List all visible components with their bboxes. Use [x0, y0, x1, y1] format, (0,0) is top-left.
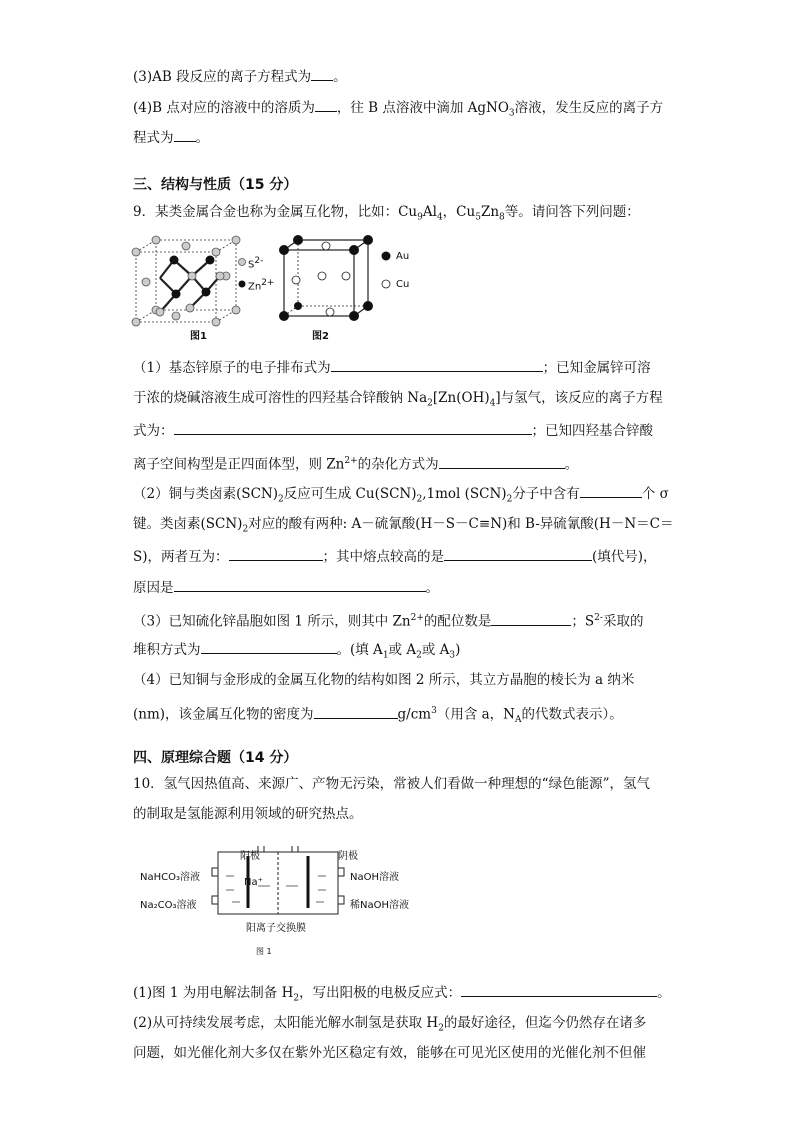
- legend-cu-label: Cu: [396, 279, 410, 290]
- answer-blank[interactable]: [174, 127, 196, 142]
- q9-line6: 键。类卤素$(SCN)_2$对应的酸有两种: A－硫氰酸(H－S－C≡N)和 B-异硫氰酸(H－N＝C＝: [133, 516, 674, 535]
- q9-line12: (nm)，该金属互化物的密度为 $g/cm^3$（用含 a，$N_A$的代数式表示）。: [133, 701, 623, 730]
- q9-line9: （3）已知硫化锌晶胞如图 1 所示，则其中 $Zn^{2+}$的配位数是 ；$S^{2-}$采取的: [133, 608, 643, 632]
- q9-line2: 于浓的烧碱溶液生成可溶性的四羟基合锌酸钠 $Na_2[Zn(OH)_4]$与氢气，该反应的离子方程: [133, 390, 663, 409]
- q9-line4: 离子空间构型是正四面体型，则 $Zn^{2+}$的杂化方式为 。: [133, 451, 578, 475]
- cuau-unit-cell-figure: [276, 234, 376, 324]
- q9-line1: （1）基态锌原子的电子排布式为 ；已知金属锌可溶: [133, 357, 651, 378]
- nahco3-label: NaHCO₃溶液: [140, 872, 200, 883]
- q9-line10: 堆积方式为 。(填 $A_1$或 $A_2$或 $A_3$): [133, 639, 460, 666]
- q9-line5: （2）铜与类卤素$(SCN)_2$反应可生成 $Cu(SCN)_2,1mol$ $(SCN)_2$分子中含有 个 σ: [133, 483, 669, 510]
- q8-part4-cont: 程式为 。: [133, 127, 209, 148]
- answer-blank[interactable]: [444, 546, 592, 561]
- q10-line2: 的制取是氢能源利用领域的研究热点。: [133, 806, 363, 822]
- q10-line1: 10．氢气因热值高、来源广、产物无污染，常被人们看做一种理想的“绿色能源”，氢气: [133, 776, 650, 792]
- answer-blank[interactable]: [174, 420, 532, 435]
- anode-label: 阳极: [240, 851, 260, 862]
- figure-caption: 图 1: [256, 947, 272, 956]
- legend-au-label: Au: [396, 251, 410, 262]
- answer-blank[interactable]: [201, 639, 337, 654]
- answer-blank[interactable]: [314, 704, 398, 719]
- answer-blank[interactable]: [229, 546, 323, 561]
- section-title: 三、结构与性质（15 分）: [133, 177, 298, 193]
- figure-2-caption: 图2: [312, 331, 329, 342]
- answer-blank[interactable]: [174, 577, 426, 592]
- legend-zn2-label: $Zn^{2+}$: [248, 278, 275, 293]
- answer-blank[interactable]: [311, 66, 333, 81]
- section-title: 四、原理综合题（14 分）: [133, 750, 298, 766]
- dilute-naoh-label: 稀NaOH溶液: [350, 900, 409, 911]
- na-ion-label: Na⁺: [244, 877, 263, 888]
- legend-s2-label: $S^{2-}$: [248, 256, 264, 271]
- na2co3-label: Na₂CO₃溶液: [140, 900, 197, 911]
- cathode-label: 阴极: [338, 851, 358, 862]
- answer-blank[interactable]: [461, 982, 657, 997]
- q9-intro: 9．某类金属合金也称为金属互化物，比如：$Cu_9Al_4$，$Cu_5Zn_8$等。请问答下列问题：: [133, 204, 640, 223]
- q10-line4: (2)从可持续发展考虑，太阳能光解水制氢是获取 $H_2$的最好途径，但迄今仍然存在诸多: [133, 1015, 647, 1034]
- q9-line7: S)，两者互为： ；其中熔点较高的是 (填代号)，: [133, 546, 657, 567]
- q10-line5: 问题，如光催化剂大多仅在紫外光区稳定有效，能够在可见光区使用的光催化剂不但催: [133, 1045, 646, 1061]
- answer-blank[interactable]: [331, 357, 543, 372]
- q10-line3: (1)图 1 为用电解法制备 $H_2$，写出阳极的电极反应式： 。: [133, 982, 671, 1009]
- q9-line8: 原因是 。: [133, 577, 439, 598]
- naoh-label: NaOH溶液: [350, 872, 399, 883]
- legend-markers: [380, 250, 392, 290]
- figure-1-caption: 图1: [190, 331, 207, 342]
- answer-blank[interactable]: [580, 483, 642, 498]
- answer-blank[interactable]: [491, 611, 571, 626]
- q8-part4: (4)B 点对应的溶液中的溶质为 ，往 B 点溶液中滴加 AgNO$_3$溶液，发生反应的离子方: [133, 97, 663, 124]
- q9-line3: 式为： ；已知四羟基合锌酸: [133, 420, 653, 441]
- answer-blank[interactable]: [439, 454, 565, 469]
- membrane-label: 阳离子交换膜: [246, 923, 306, 934]
- answer-blank[interactable]: [315, 97, 337, 112]
- q8-part3: (3)AB 段反应的离子方程式为 。: [133, 66, 347, 87]
- electrolysis-cell-figure: [208, 846, 348, 924]
- q9-line11: （4）已知铜与金形成的金属互化物的结构如图 2 所示，其立方晶胞的棱长为 a 纳米: [133, 672, 635, 688]
